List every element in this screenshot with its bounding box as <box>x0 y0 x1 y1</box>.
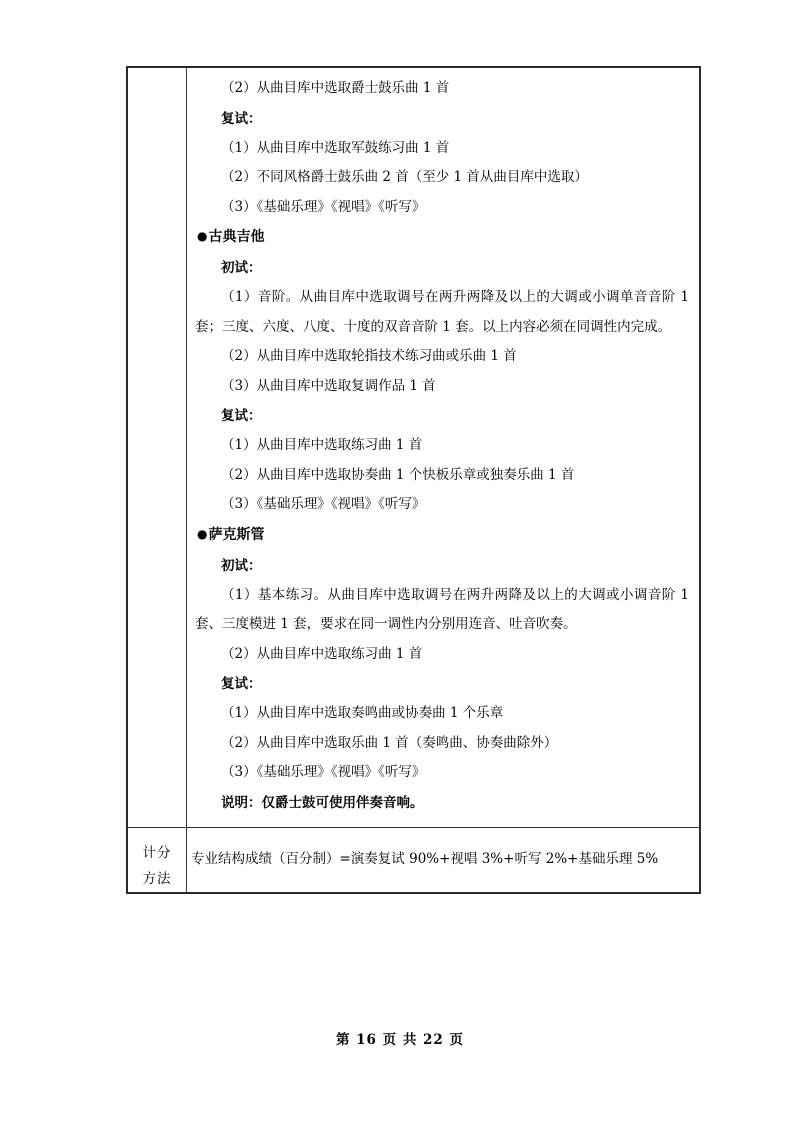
list-item: （2）从曲目库中选取练习曲 1 首 <box>221 645 423 662</box>
section-subheading: 初试： <box>221 557 262 574</box>
list-item: （1）从曲目库中选取军鼓练习曲 1 首 <box>221 139 450 156</box>
list-item: （3）从曲目库中选取复调作品 1 首 <box>221 377 436 394</box>
table-row <box>127 827 700 893</box>
exam-requirements-table <box>126 66 701 894</box>
list-item: （3）《基础乐理》《视唱》《听写》 <box>221 198 426 215</box>
list-item: （3）《基础乐理》《视唱》《听写》 <box>221 496 426 512</box>
list-item: （2）不同风格爵士鼓乐曲 2 首（至少 1 首从曲目库中选取） <box>221 169 588 185</box>
list-item: （2）从曲目库中选取乐曲 1 首（奏鸣曲、协奏曲除外） <box>221 734 558 751</box>
instrument-heading <box>195 222 689 253</box>
instrument-heading-label: 萨克斯管 <box>208 526 265 543</box>
table-row <box>127 67 700 827</box>
row-label-cell-scoring <box>127 827 187 893</box>
row-body-cell-scoring <box>187 827 701 893</box>
note-text: 说明：仅爵士鼓可使用伴奏音响。 <box>221 794 424 811</box>
row-label-cell-empty <box>127 67 187 827</box>
bullet-icon: ● <box>197 526 208 541</box>
row-label-line: 方法 <box>142 870 172 887</box>
instrument-heading <box>195 520 689 551</box>
row-body-cell-content <box>187 67 701 827</box>
list-item: （2）从曲目库中选取协奏曲 1 个快板乐章或独奏乐曲 1 首 <box>221 466 575 483</box>
section-subheading: 复试： <box>221 408 262 424</box>
instrument-heading-label: 古典吉他 <box>208 229 265 245</box>
list-item: （1）从曲目库中选取奏鸣曲或协奏曲 1 个乐章 <box>221 705 504 721</box>
list-item: （2）从曲目库中选取爵士鼓乐曲 1 首 <box>221 80 450 96</box>
page-footer: 第 16 页 共 22 页 <box>335 1032 465 1048</box>
bullet-icon: ● <box>197 229 208 243</box>
section-subheading: 复试： <box>221 110 262 127</box>
row-label-line: 计分 <box>142 844 172 861</box>
section-subheading: 复试： <box>221 676 262 692</box>
scoring-formula: 专业结构成绩（百分制）=演奏复试 90%+视唱 3%+听写 2%+基础乐理 5% <box>191 850 659 867</box>
list-item: （1）从曲目库中选取练习曲 1 首 <box>221 437 423 453</box>
list-item: （3）《基础乐理》《视唱》《听写》 <box>221 764 426 780</box>
list-item: （1）基本练习。从曲目库中选取调号在两升两降及以上的大调或小调音阶 1 套、三度模进 1 套，要求在同一调性内分别用连音、吐音吹奏。 <box>195 586 689 632</box>
list-item: （1）音阶。从曲目库中选取调号在两升两降及以上的大调或小调单音音阶 1 套；三度、六度、八度、十度的双音音阶 1 套。以上内容必须在同调性内完成。 <box>195 289 689 335</box>
list-item: （2）从曲目库中选取轮指技术练习曲或乐曲 1 首 <box>221 348 517 364</box>
section-subheading: 初试： <box>221 260 262 276</box>
